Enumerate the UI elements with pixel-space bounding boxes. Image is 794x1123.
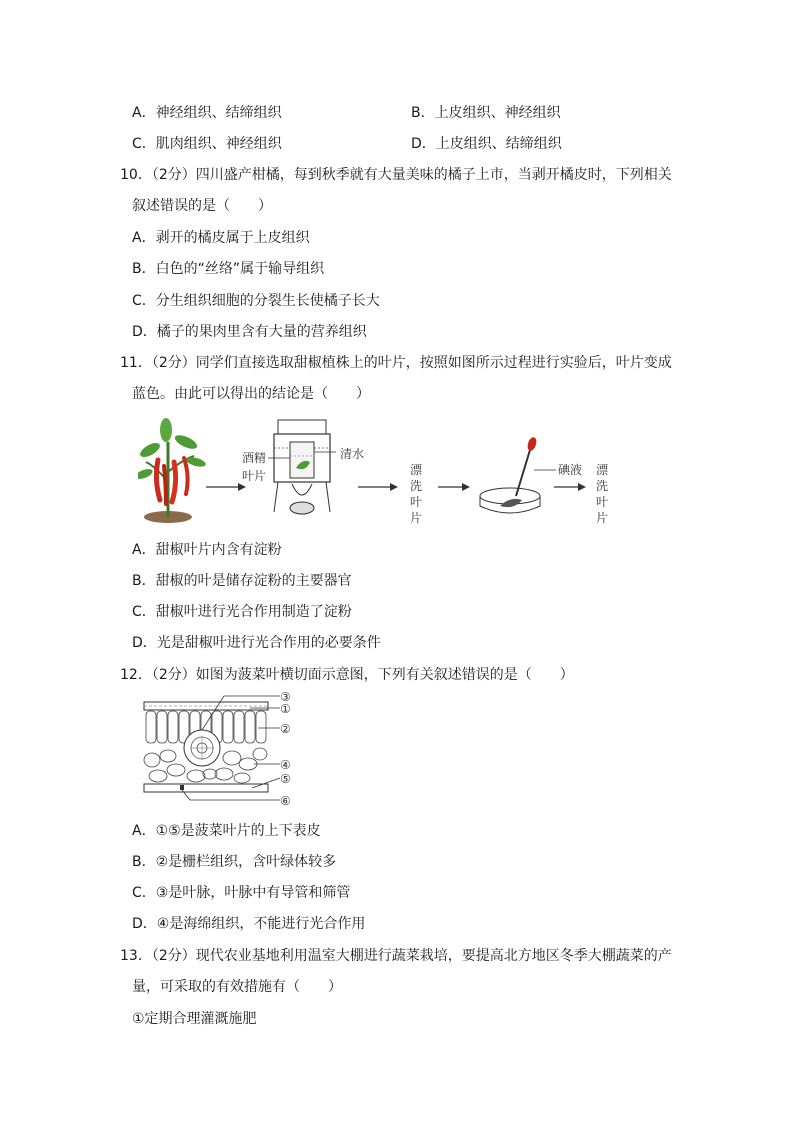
q11-option-b: B．甜椒的叶是储存淀粉的主要器官: [132, 573, 352, 589]
q11-option-d: D．光是甜椒叶进行光合作用的必要条件: [132, 635, 381, 651]
q13-item-1: ①定期合理灌溉施肥: [132, 1011, 257, 1027]
label-2: ②: [280, 722, 291, 736]
q11-stem-line2: 蓝色。由此可以得出的结论是（ ）: [132, 386, 370, 402]
petri-dish-dropper-icon: [480, 436, 540, 513]
starch-experiment-figure: [138, 412, 618, 530]
q9-option-b: B．上皮组织、神经组织: [411, 105, 561, 121]
q9-option-d: D．上皮组织、结缔组织: [411, 136, 562, 152]
water-bath-apparatus-icon: [268, 420, 336, 514]
label-water: 清水: [340, 447, 365, 461]
label-5: ⑤: [280, 772, 291, 786]
label-rinse-4: 片: [410, 511, 423, 525]
label-rinse-2: 洗: [410, 479, 423, 493]
label-leaf: 叶片: [242, 469, 267, 483]
q11-stem-line1: 11．（2分）同学们直接选取甜椒植株上的叶片，按照如图所示过程进行实验后，叶片变成: [120, 355, 672, 371]
q12-option-d: D．④是海绵组织，不能进行光合作用: [132, 916, 366, 932]
q9-option-c: C．肌肉组织、神经组织: [132, 136, 282, 152]
q12-option-b: B．②是栅栏组织，含叶绿体较多: [132, 854, 337, 870]
label-3: ③: [280, 690, 291, 704]
arrow-right-icon: [554, 483, 586, 491]
q10-stem-line1: 10．（2分）四川盛产柑橘，每到秋季就有大量美味的橘子上市，当剥开橘皮时，下列相关: [120, 167, 672, 183]
arrow-right-icon: [206, 483, 246, 491]
pepper-plant-icon: [138, 418, 207, 523]
q10-option-c: C．分生组织细胞的分裂生长使橘子长大: [132, 293, 380, 309]
label-rinse-3: 叶: [410, 495, 423, 509]
label-rinse2-2: 洗: [596, 479, 609, 493]
leaf-cross-section-figure: [140, 690, 300, 808]
q11-option-c: C．甜椒叶进行光合作用制造了淀粉: [132, 604, 352, 620]
q11-option-a: A．甜椒叶片内含有淀粉: [132, 542, 282, 558]
q13-stem-line2: 量，可采取的有效措施有（ ）: [132, 979, 342, 995]
label-rinse-1: 漂: [410, 463, 423, 477]
label-1: ①: [280, 702, 291, 716]
label-iodine: 碘液: [558, 463, 583, 477]
leaf-cross-section-icon: [144, 702, 268, 792]
q12-stem: 12．（2分）如图为菠菜叶横切面示意图，下列有关叙述错误的是（ ）: [120, 667, 574, 683]
q13-stem-line1: 13．（2分）现代农业基地利用温室大棚进行蔬菜栽培，要提高北方地区冬季大棚蔬菜的产: [120, 948, 672, 964]
q10-option-b: B．白色的“丝络”属于输导组织: [132, 261, 325, 277]
q10-stem-line2: 叙述错误的是（ ）: [132, 198, 272, 214]
q12-option-c: C．③是叶脉，叶脉中有导管和筛管: [132, 885, 351, 901]
label-rinse2-4: 片: [596, 511, 609, 525]
q10-option-a: A．剥开的橘皮属于上皮组织: [132, 230, 310, 246]
label-4: ④: [280, 758, 291, 772]
q12-option-a: A．①⑤是菠菜叶片的上下表皮: [132, 823, 321, 839]
arrow-right-icon: [438, 483, 470, 491]
label-6: ⑥: [280, 794, 291, 808]
label-rinse2-3: 叶: [596, 495, 609, 509]
q10-option-d: D．橘子的果肉里含有大量的营养组织: [132, 324, 367, 340]
label-alcohol: 酒精: [242, 451, 267, 465]
label-rinse2-1: 漂: [596, 463, 609, 477]
q9-option-a: A．神经组织、结缔组织: [132, 105, 282, 121]
arrow-right-icon: [358, 483, 398, 491]
